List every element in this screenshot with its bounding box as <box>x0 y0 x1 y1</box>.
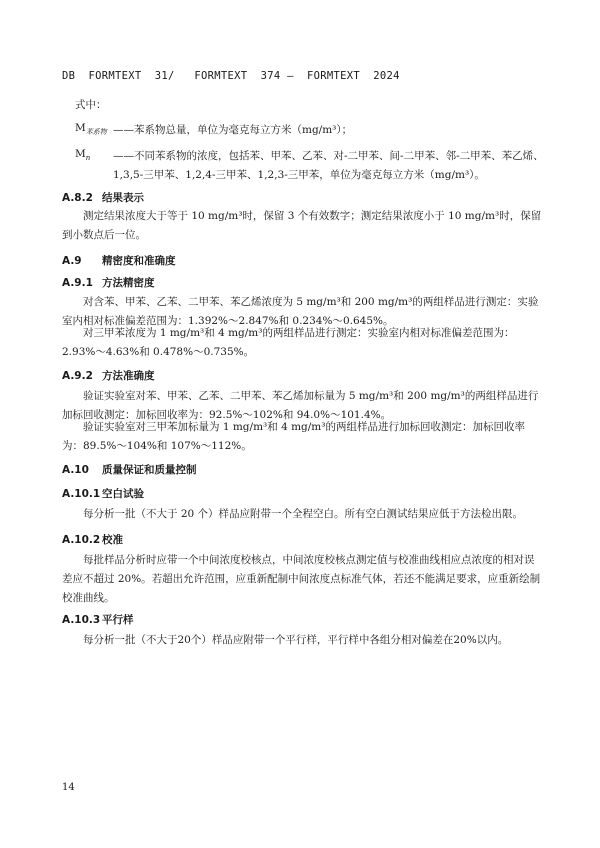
document-header: DB FORMTEXT 31/ FORMTEXT 374 — FORMTEXT 2024 <box>62 70 400 82</box>
section-heading-a9: A.9 精密度和准确度 <box>62 255 176 267</box>
section-heading-a82: A.8.2 结果表示 <box>62 192 144 204</box>
section-a82-body: 测定结果浓度大于等于 10 mg/m³时，保留 3 个有效数字；测定结果浓度小于 10 mg/m³时，保留到小数点后一位。 <box>62 210 542 241</box>
section-a91-body-1: 对含苯、甲苯、乙苯、二甲苯、苯乙烯浓度为 5 mg/m³和 200 mg/m³的两组样品进行测定：实验室内相对标准偏差范围为：1.392%～2.847%和 0.234%～0.645%。 <box>62 296 539 327</box>
section-heading-a92: A.9.2 方法准确度 <box>62 370 155 382</box>
symbol-component-definition: ——不同苯系物的浓度，包括苯、甲苯、乙苯、对-二甲苯、间-二甲苯、邻-二甲苯、苯乙烯、1,3,5-三甲苯、1,2,4-三甲苯、1,2,3-三甲苯，单位为毫克每立方米（mg/m³）。 <box>113 150 544 181</box>
formula-intro: 式中： <box>75 99 107 111</box>
page-number: 14 <box>62 782 75 793</box>
symbol-component: $M_n$ <box>75 148 91 163</box>
section-a103-body: 每分析一批（不大于20个）样品应附带一个平行样，平行样中各组分相对偏差在20%以内。 <box>83 634 509 646</box>
section-heading-a91: A.9.1 方法精密度 <box>62 277 155 289</box>
section-a102-body: 每批样品分析时应带一个中间浓度校核点，中间浓度校核点测定值与校准曲线相应点浓度的相对误差应不超过 20%。若超出允许范围，应重新配制中间浓度点标准气体，若还不能满足要求，应重新绘制校准曲线。 <box>62 554 541 604</box>
section-heading-a101: A.10.1 空白试验 <box>62 488 144 500</box>
section-heading-a103: A.10.3 平行样 <box>62 614 134 626</box>
symbol-total-definition: ——苯系物总量，单位为毫克每立方米（mg/m³）； <box>113 124 353 136</box>
section-a91-body-2: 对三甲苯浓度为 1 mg/m³和 4 mg/m³的两组样品进行测定：实验室内相对标准偏差范围为：2.93%～4.63%和 0.478%～0.735%。 <box>62 327 515 358</box>
section-a92-body-1: 验证实验室对苯、甲苯、乙苯、二甲苯、苯乙烯加标量为 5 mg/m³和 200 mg/m³的两组样品进行加标回收测定：加标回收率为：92.5%～102%和 94.0%～101.4%。 <box>62 390 539 421</box>
section-heading-a102: A.10.2 校准 <box>62 534 123 546</box>
section-a101-body: 每分析一批（不大于 20 个）样品应附带一个全程空白。所有空白测试结果应低于方法检出限。 <box>83 508 524 520</box>
symbol-total: $M_{苯系物}$ <box>75 122 107 137</box>
section-a92-body-2: 验证实验室对三甲苯加标量为 1 mg/m³和 4 mg/m³的两组样品进行加标回收测定：加标回收率为：89.5%～104%和 107%～112%。 <box>62 421 525 452</box>
section-heading-a10: A.10 质量保证和质量控制 <box>62 464 197 476</box>
